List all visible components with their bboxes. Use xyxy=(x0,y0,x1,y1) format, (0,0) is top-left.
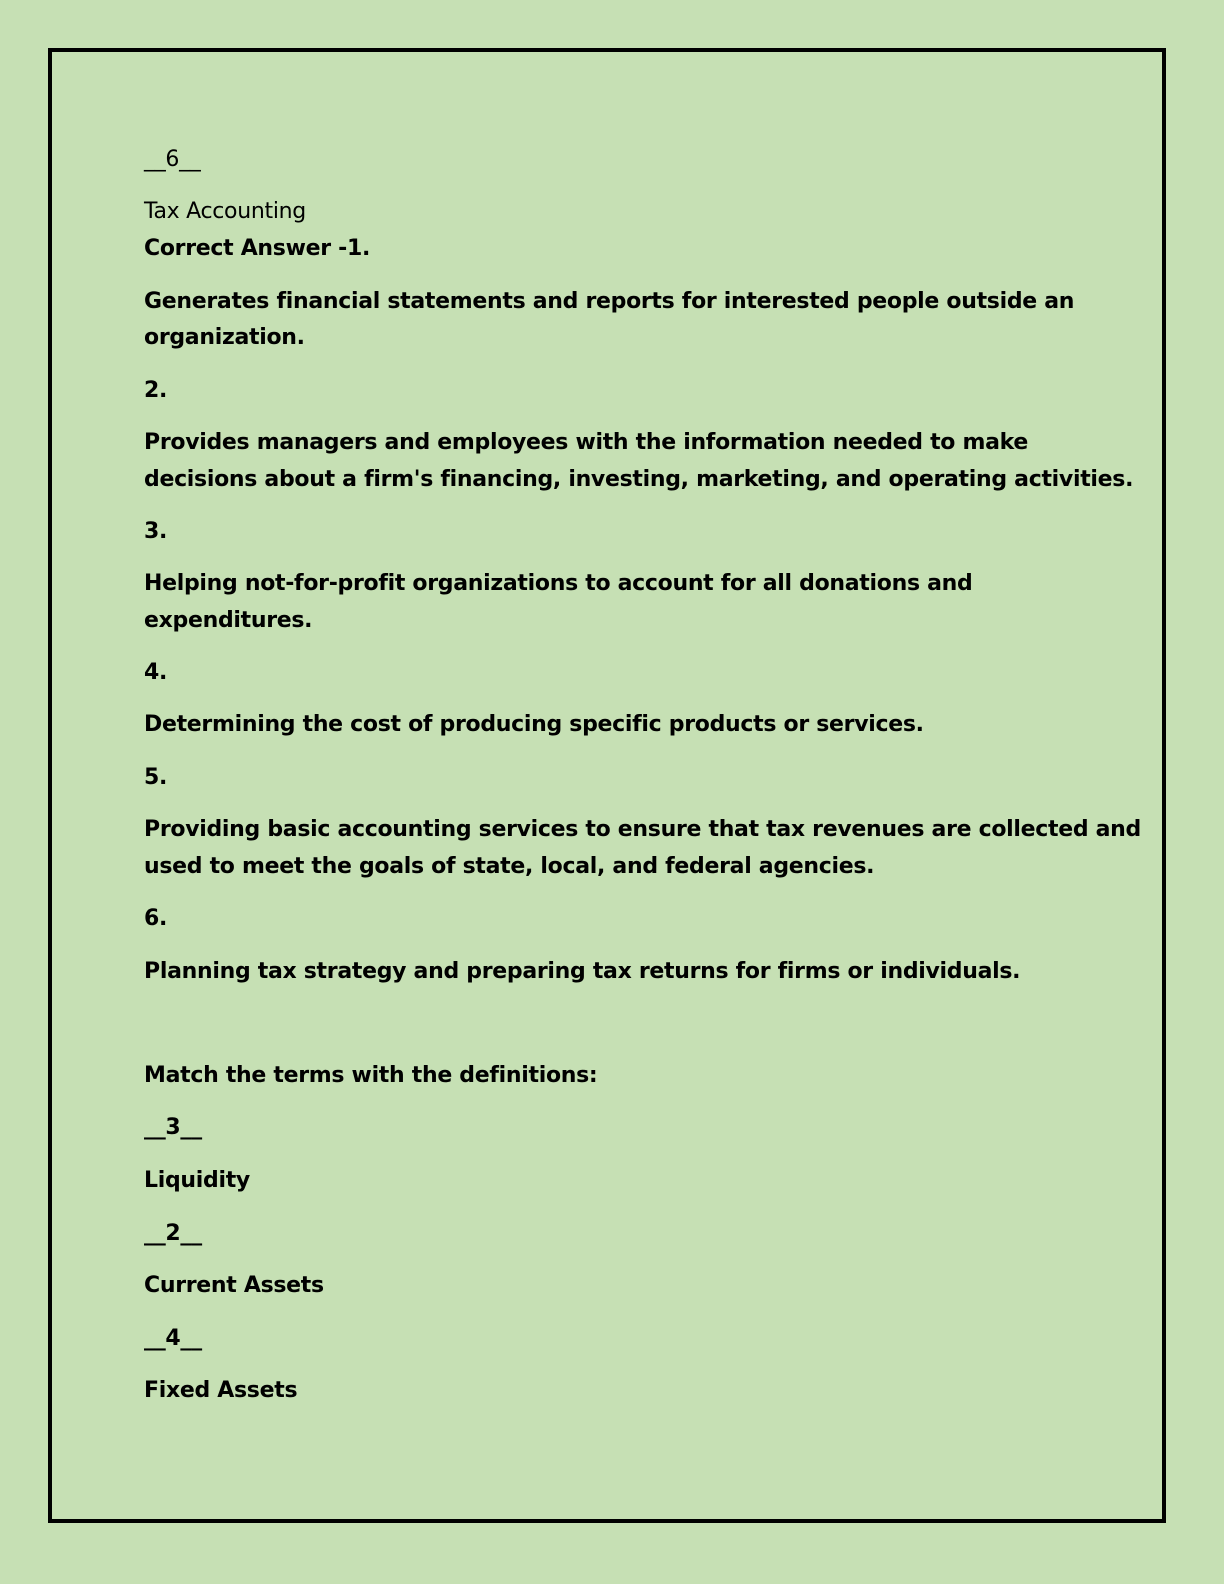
number-5: 5. xyxy=(144,765,168,790)
term-liquidity: Liquidity xyxy=(144,1168,250,1193)
number-4: 4. xyxy=(144,660,168,685)
definition-2-line-2: decisions about a firm's financing, investing, marketing, and operating activities. xyxy=(144,467,1134,492)
term-fixed-assets: Fixed Assets xyxy=(144,1378,298,1403)
definition-6: Planning tax strategy and preparing tax returns for firms or individuals. xyxy=(144,959,1021,984)
definition-1-line-1: Generates financial statements and reports for interested people outside an xyxy=(144,289,1075,314)
match-instruction: Match the terms with the definitions: xyxy=(144,1063,598,1088)
number-2: 2. xyxy=(144,378,168,403)
definition-1-line-2: organization. xyxy=(144,325,305,350)
definition-5-line-2: used to meet the goals of state, local, and federal agencies. xyxy=(144,854,875,879)
definition-5-line-1: Providing basic accounting services to ensure that tax revenues are collected and xyxy=(144,817,1141,842)
definition-4: Determining the cost of producing specific products or services. xyxy=(144,712,924,737)
answer-blank: __4__ xyxy=(144,1326,202,1351)
answer-blank: __3__ xyxy=(144,1115,202,1140)
definition-3-line-2: expenditures. xyxy=(144,608,313,633)
answer-blank: __2__ xyxy=(144,1221,202,1246)
term-tax-accounting: Tax Accounting xyxy=(144,199,306,224)
correct-answer-label: Correct Answer -1. xyxy=(144,236,371,261)
definition-2-line-1: Provides managers and employees with the information needed to make xyxy=(144,430,1029,455)
definition-3-line-1: Helping not-for-profit organizations to account for all donations and xyxy=(144,571,973,596)
number-6: 6. xyxy=(144,906,168,931)
answer-blank: __6__ xyxy=(144,147,201,172)
page-border xyxy=(48,48,1166,1523)
term-current-assets: Current Assets xyxy=(144,1273,324,1298)
number-3: 3. xyxy=(144,519,168,544)
